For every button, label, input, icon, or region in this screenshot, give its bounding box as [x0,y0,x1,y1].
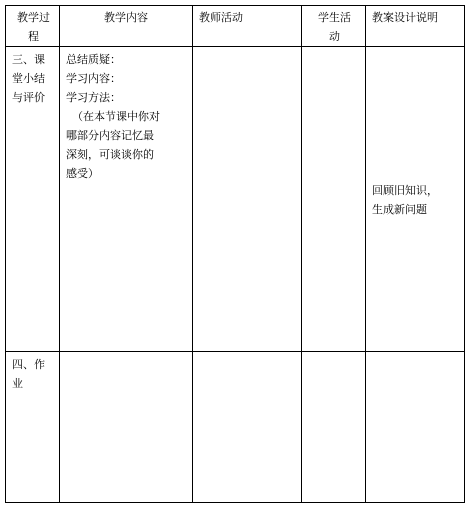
row2-content [60,352,193,503]
row2-teacher [193,352,302,503]
row1-content-note-4: 感受） [66,167,99,180]
row1-content-note-2: 哪部分内容记忆最 [66,129,154,142]
header-teacher-label: 教师活动 [199,11,243,24]
row-summary [6,47,465,352]
row1-design-line-1: 回顾旧知识， [372,184,438,197]
row1-content-note-1: （在本节课中你对 [72,110,160,123]
lesson-plan-table [5,5,465,503]
header-process-line-2: 程 [28,30,39,43]
header-process-line-1: 教学过 [17,11,50,24]
row1-process-line-2: 堂小结 [12,72,45,85]
row1-design [366,47,465,352]
header-teacher [193,6,302,47]
row1-content [60,47,193,352]
row2-design [366,352,465,503]
header-design [366,6,465,47]
header-process [6,6,60,47]
row1-content-line-3: 学习方法： [66,91,121,104]
row2-student [302,352,366,503]
row1-teacher [193,47,302,352]
header-design-label: 教案设计说明 [372,11,438,24]
row1-process-line-1: 三、课 [12,53,45,66]
header-content [60,6,193,47]
row1-content-note-3: 深刻，可谈谈你的 [66,148,154,161]
header-student-line-2: 动 [329,30,340,43]
row2-process-line-1: 四、作 [12,358,45,371]
row1-student [302,47,366,352]
row1-content-line-1: 总结质疑： [66,53,121,66]
row-homework [6,352,465,503]
row1-process [6,47,60,352]
header-row [6,6,465,47]
row1-process-line-3: 与评价 [12,91,45,104]
header-student [302,6,366,47]
header-student-line-1: 学生活 [318,11,351,24]
row2-process-line-2: 业 [12,377,23,390]
row2-process [6,352,60,503]
row1-content-line-2: 学习内容： [66,72,121,85]
row1-design-line-2: 生成新问题 [372,203,427,216]
header-content-label: 教学内容 [104,11,148,24]
